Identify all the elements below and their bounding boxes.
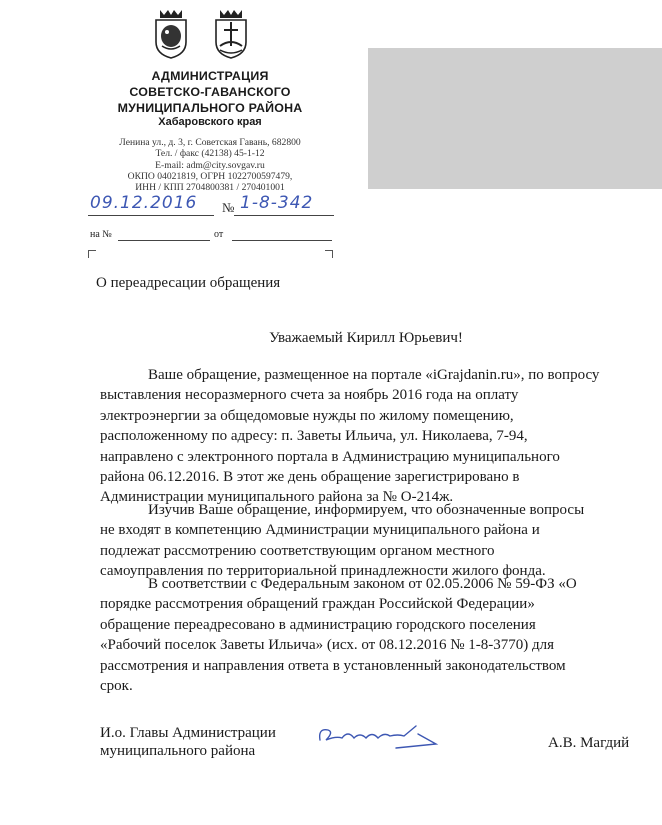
- p3-line: обращение переадресовано в администрацию городского поселения: [100, 616, 536, 633]
- p1-line: расположенному по адресу: п. Заветы Ильича, ул. Николаева, 7-94,: [100, 428, 528, 445]
- outgoing-number: 1-8-342: [240, 193, 314, 213]
- paragraph-1: [100, 365, 634, 508]
- number-underline: [234, 215, 334, 216]
- p3-line: порядке рассмотрения обращений граждан Российской Федерации»: [100, 596, 535, 613]
- okpo-line: ОКПО 04021819, ОГРН 1022700597479,: [127, 170, 293, 182]
- p3-line: В соответствии с Федеральным законом от 02.05.2006 № 59-ФЗ «О: [148, 576, 577, 592]
- ref-date-line: [232, 240, 332, 241]
- p2-line: не входят в компетенцию Администрации муниципального района и: [100, 522, 540, 539]
- signatory-name: А.В. Магдий: [548, 735, 630, 751]
- p1-line: выставления несоразмерного счета за ноябрь 2016 года на оплату: [100, 387, 519, 404]
- address-line: Ленина ул., д. 3, г. Советская Гавань, 682800: [119, 137, 301, 148]
- organization-name: [72, 68, 348, 116]
- number-sign: №: [222, 200, 235, 215]
- p2-line: самоуправления по территориальной принадлежности жилого фонда.: [100, 563, 546, 580]
- p3-line: «Рабочий поселок Заветы Ильича» (исх. от 08.12.2016 № 1-8-3770) для: [100, 637, 555, 654]
- khabarovsk-krai-coat-of-arms-icon: [154, 8, 188, 60]
- p1-line: Администрации муниципального района за № О-214ж.: [100, 489, 454, 506]
- p3-line: срок.: [100, 678, 133, 695]
- ref-number-line: [118, 240, 210, 241]
- ref-number-label: на №: [90, 229, 112, 240]
- p3-line: рассмотрения и направления ответа в установленный законодательством: [100, 657, 566, 674]
- position-line-1: И.о. Главы Администрации: [100, 725, 276, 741]
- p2-line: подлежат рассмотрению соответствующим органом местного: [100, 542, 495, 559]
- signatory-position: [100, 724, 276, 760]
- org-line-3: МУНИЦИПАЛЬНОГО РАЙОНА: [117, 101, 303, 115]
- p1-line: района 06.12.2016. В этот же день обращение зарегистрировано в: [100, 469, 520, 486]
- contact-block: [72, 137, 348, 193]
- handwritten-signature: [312, 718, 442, 756]
- org-line-2: СОВЕТСКО-ГАВАНСКОГО: [129, 85, 291, 99]
- inn-line: ИНН / КПП 2704800381 / 270401001: [135, 182, 285, 194]
- paragraph-2: [100, 500, 634, 582]
- outgoing-date: 09.12.2016: [90, 193, 198, 213]
- p1-line: Ваше обращение, размещенное на портале «iGrajdanin.ru», по вопросу: [148, 367, 600, 383]
- email-line: E-mail: adm@city.sovgav.ru: [155, 159, 265, 171]
- salutation: Уважаемый Кирилл Юрьевич!: [269, 330, 463, 346]
- region-name: Хабаровского края: [158, 116, 262, 128]
- p1-line: направлено с электронного портала в Администрацию муниципального: [100, 448, 560, 465]
- p1-line: электроэнергии за общедомовые нужды по жилому помещению,: [100, 407, 514, 424]
- redacted-recipient-block: [368, 48, 662, 189]
- corner-mark-right: [325, 250, 333, 258]
- position-line-2: муниципального района: [100, 743, 256, 759]
- phone-line: Тел. / факс (42138) 45-1-12: [155, 148, 265, 160]
- paragraph-3: [100, 574, 634, 696]
- p2-line: Изучив Ваше обращение, информируем, что обозначенные вопросы: [148, 502, 585, 518]
- org-line-1: АДМИНИСТРАЦИЯ: [151, 69, 269, 83]
- letter-subject: О переадресации обращения: [96, 275, 281, 291]
- ref-date-label: от: [214, 229, 224, 240]
- corner-mark-left: [88, 250, 96, 258]
- sovetskaya-gavan-coat-of-arms-icon: [214, 8, 248, 60]
- date-underline: [88, 215, 214, 216]
